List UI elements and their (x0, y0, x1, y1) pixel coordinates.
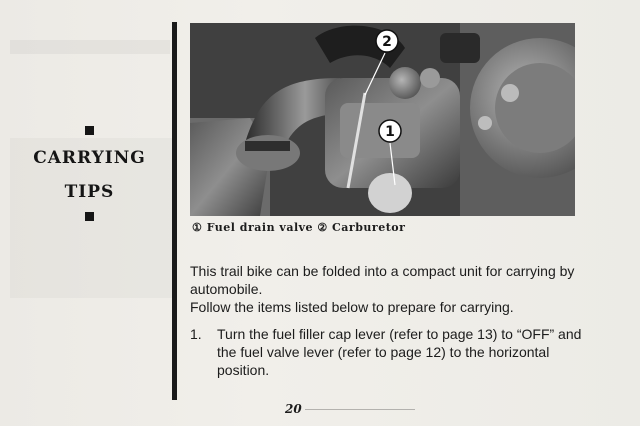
title-bullet-bottom (85, 212, 94, 221)
callout-1-label: 1 (385, 124, 395, 140)
carburetor-photo-drawing (190, 23, 575, 216)
section-title-line-2: TIPS (64, 182, 115, 202)
vertical-rule (172, 22, 177, 400)
callout-2-label: 2 (382, 34, 392, 50)
intro-paragraph: This trail bike can be folded into a compact unit for carrying by automobile. (190, 263, 575, 297)
figure-caption: ① Fuel drain valve ② Carburetor (192, 221, 406, 234)
footer-rule (305, 409, 415, 410)
title-bullet-top (85, 126, 94, 135)
callout-1-marker (379, 120, 401, 142)
step-number: 1. (190, 326, 202, 342)
callout-2-marker (376, 30, 398, 52)
step-text: Turn the fuel filler cap lever (refer to page 13) to “OFF” and the fuel valve lever (refer to page 12) to the horizontal position. (217, 326, 582, 378)
section-title-line-1: CARRYING (33, 148, 146, 168)
section-title (22, 126, 157, 221)
carburetor-photo (190, 23, 575, 216)
instructions-intro: Follow the items listed below to prepare for carrying. (190, 299, 514, 315)
page-number: 20 (285, 402, 302, 416)
body-text (190, 262, 590, 316)
